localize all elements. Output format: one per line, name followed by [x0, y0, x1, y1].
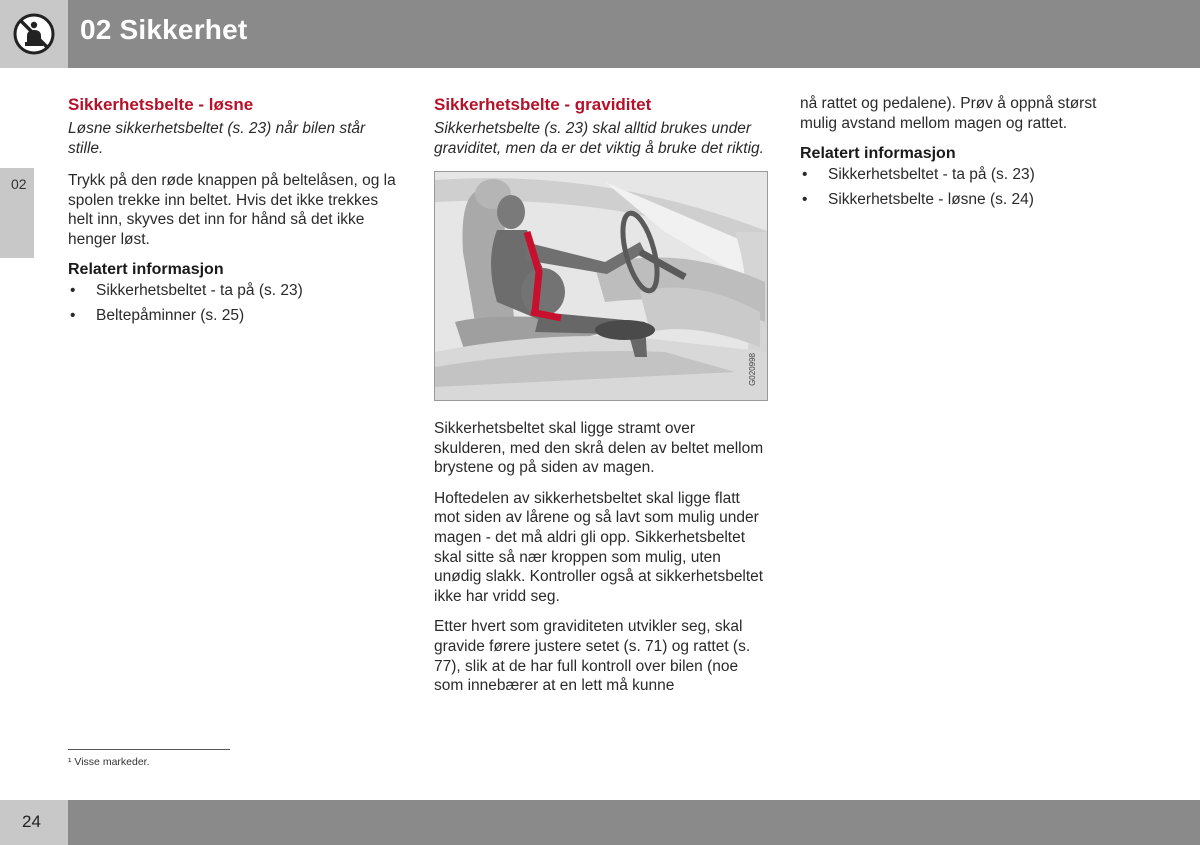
- related-link-text: Sikkerhetsbeltet - ta på (s. 23): [96, 282, 303, 300]
- chapter-tab-label: 02: [11, 176, 27, 192]
- footnote: ¹ Visse markeder.: [68, 756, 150, 768]
- column-unbuckle: [68, 94, 400, 331]
- header-icon-box: [0, 0, 68, 68]
- section-intro-pregnancy: Sikkerhetsbelte (s. 23) skal alltid brukes under graviditet, men da er det viktig å bruke det riktig.: [434, 120, 764, 157]
- bullet-icon: •: [70, 307, 76, 325]
- bullet-icon: •: [802, 191, 808, 209]
- paragraph: Trykk på den røde knappen på beltelåsen, og la spolen trekke inn beltet. Hvis det ikke trekkes helt inn, skyves det inn for hånd så det ikke henger løst.: [68, 172, 396, 248]
- footnote-divider: [68, 749, 230, 750]
- bullet-icon: •: [70, 282, 76, 300]
- related-link[interactable]: [800, 190, 1130, 209]
- related-info-title: Relatert informasjon: [68, 261, 224, 279]
- figure-pregnant-driver: [434, 171, 768, 401]
- pregnant-driver-illustration: [435, 172, 768, 401]
- paragraph: Etter hvert som graviditeten utvikler seg, skal gravide førere justere setet (s. 71) og rattet (s. 77), slik at de har full kontroll over bilen (noe som innebærer at en lett må kunne: [434, 618, 751, 695]
- footer-bar: [68, 800, 1200, 845]
- paragraph: Sikkerhetsbeltet skal ligge stramt over skulderen, med den skrå delen av beltet mellom brystene og på siden av magen.: [434, 420, 764, 477]
- related-link[interactable]: [68, 306, 400, 325]
- section-title-unbuckle: Sikkerhetsbelte - løsne: [68, 95, 254, 114]
- related-link-text: Sikkerhetsbeltet - ta på (s. 23): [828, 166, 1035, 184]
- paragraph: nå rattet og pedalene). Prøv å oppnå størst mulig avstand mellom magen og rattet.: [800, 95, 1097, 132]
- related-link[interactable]: [68, 281, 400, 300]
- related-link-text: Beltepåminner (s. 25): [96, 307, 245, 325]
- seatbelt-warning-icon: [12, 12, 56, 56]
- column-pregnancy: [434, 94, 768, 707]
- bullet-icon: •: [802, 166, 808, 184]
- related-link[interactable]: [800, 165, 1130, 184]
- page-number: 24: [22, 812, 41, 831]
- column-continuation: [800, 94, 1130, 215]
- page-title: 02 Sikkerhet: [80, 14, 248, 45]
- related-info-title: Relatert informasjon: [800, 145, 956, 163]
- paragraph: Hoftedelen av sikkerhetsbeltet skal ligge flatt mot siden av lårene og så lavt som mulig under magen - det må aldri gli opp. Sikkerhetsbeltet skal sitte så nær kroppen som mulig, uten unødig slakk. Kontroller også at sikkerhetsbeltet ikke har vridd seg.: [434, 489, 764, 605]
- section-intro-unbuckle: Løsne sikkerhetsbeltet (s. 23) når bilen står stille.: [68, 120, 366, 157]
- related-link-text: Sikkerhetsbelte - løsne (s. 24): [828, 191, 1034, 209]
- figure-code: G020998: [748, 353, 757, 386]
- section-title-pregnancy: Sikkerhetsbelte - graviditet: [434, 95, 652, 114]
